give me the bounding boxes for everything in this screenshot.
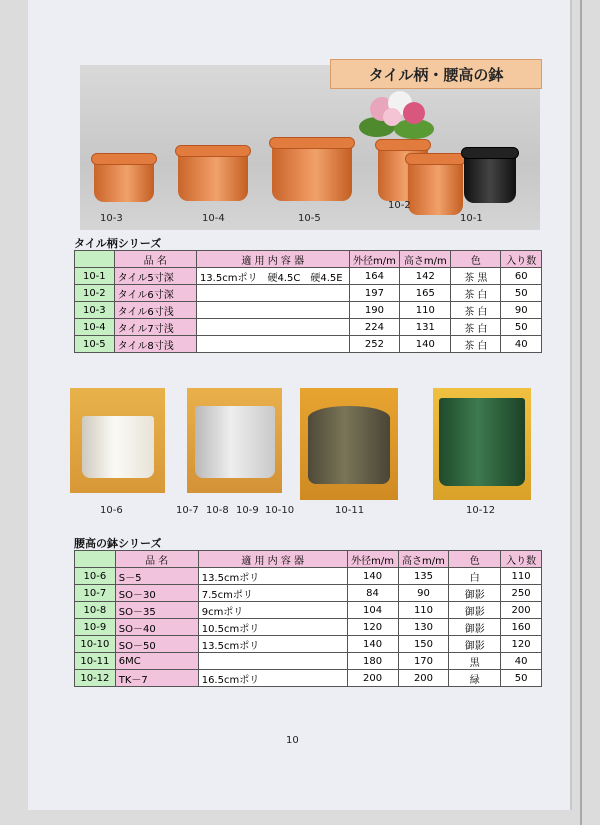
desc-cell [196,302,349,319]
desc-cell: 9cmポリ [198,602,347,619]
code-cell: 10-6 [75,568,116,585]
header-blank [75,551,116,568]
page-edge [580,0,582,825]
diameter-cell: 164 [349,268,400,285]
diameter-cell: 224 [349,319,400,336]
table-row [75,268,542,285]
qty-cell: 160 [501,619,542,636]
height-cell: 110 [398,602,449,619]
name-cell: タイル6寸浅 [114,302,196,319]
name-cell: タイル5寸深 [114,268,196,285]
photo-label: 10-2 [388,200,411,211]
name-cell: SO－40 [115,619,198,636]
qty-cell: 90 [501,302,542,319]
pot-10-3 [94,157,154,202]
name-cell: S－5 [115,568,198,585]
desc-cell: 13.5cmポリ [198,568,347,585]
code-cell: 10-7 [75,585,116,602]
color-cell: 黒 [449,653,501,670]
table-row [75,336,542,353]
height-cell: 135 [398,568,449,585]
code-cell: 10-8 [75,602,116,619]
white-pot [82,416,154,478]
table-row [75,619,542,636]
photo-label: 10-8 [206,505,229,516]
photo-label: 10-12 [466,505,496,516]
name-cell: SO－50 [115,636,198,653]
code-cell: 10-12 [75,670,116,687]
desc-cell: 7.5cmポリ [198,585,347,602]
code-cell: 10-3 [75,302,115,319]
height-cell: 131 [400,319,451,336]
qty-cell: 120 [501,636,542,653]
qty-cell: 250 [501,585,542,602]
name-cell: TK－7 [115,670,198,687]
pot-10-2b [408,157,463,215]
page-title: タイル柄・腰高の鉢 [330,59,542,89]
pot-10-7-photo [187,388,282,493]
name-cell: SO－30 [115,585,198,602]
table-row [75,585,542,602]
color-cell: 茶 白 [451,319,501,336]
code-cell: 10-1 [75,268,115,285]
height-cell: 130 [398,619,449,636]
desc-cell: 16.5cmポリ [198,670,347,687]
photo-label: 10-7 [176,505,199,516]
header-cell: 入り数 [501,251,542,268]
pot-10-5 [272,141,352,201]
color-cell: 茶 黒 [451,268,501,285]
qty-cell: 50 [501,670,542,687]
series2-heading: 腰高の鉢シリーズ [74,537,162,550]
name-cell: 6MC [115,653,198,670]
height-cell: 170 [398,653,449,670]
qty-cell: 110 [501,568,542,585]
color-cell: 茶 白 [451,336,501,353]
code-cell: 10-10 [75,636,116,653]
diameter-cell: 190 [349,302,400,319]
table-row [75,670,542,687]
code-cell: 10-2 [75,285,115,302]
green-pot [439,398,525,486]
color-cell: 茶 白 [451,285,501,302]
pot-10-12-photo [433,388,531,500]
photo-label: 10-10 [265,505,295,516]
photo-label: 10-3 [100,213,123,224]
diameter-cell: 180 [347,653,398,670]
photo-label: 10-9 [236,505,259,516]
desc-cell [196,336,349,353]
photo-label: 10-5 [298,213,321,224]
diameter-cell: 197 [349,285,400,302]
diameter-cell: 140 [347,636,398,653]
photo-label: 10-4 [202,213,225,224]
flower-icon [352,87,442,147]
pot-10-11-photo [300,388,398,500]
dark-pot [308,406,390,484]
table-row [75,319,542,336]
color-cell: 茶 白 [451,302,501,319]
color-cell: 緑 [449,670,501,687]
qty-cell: 40 [501,336,542,353]
height-cell: 150 [398,636,449,653]
color-cell: 御影 [449,602,501,619]
color-cell: 御影 [449,636,501,653]
name-cell: タイル6寸深 [114,285,196,302]
qty-cell: 200 [501,602,542,619]
code-cell: 10-9 [75,619,116,636]
diameter-cell: 104 [347,602,398,619]
table-row [75,653,542,670]
pot-10-6-photo [70,388,165,493]
height-cell: 142 [400,268,451,285]
desc-cell: 13.5cmポリ [198,636,347,653]
header-cell: 入り数 [501,551,542,568]
table-row [75,568,542,585]
height-cell: 90 [398,585,449,602]
height-cell: 110 [400,302,451,319]
table-row [75,636,542,653]
desc-cell [198,653,347,670]
granite-pot [195,406,275,478]
qty-cell: 40 [501,653,542,670]
page-number: 10 [286,735,299,746]
header-cell: 外径m/m [347,551,398,568]
qty-cell: 50 [501,319,542,336]
qty-cell: 60 [501,268,542,285]
diameter-cell: 200 [347,670,398,687]
table-row [75,302,542,319]
desc-cell [196,285,349,302]
name-cell: タイル7寸浅 [114,319,196,336]
header-blank [75,251,115,268]
table-row [75,602,542,619]
name-cell: タイル8寸浅 [114,336,196,353]
header-cell: 高さm/m [400,251,451,268]
pot-10-4 [178,149,248,201]
code-cell: 10-4 [75,319,115,336]
name-cell: SO－35 [115,602,198,619]
desc-cell: 10.5cmポリ [198,619,347,636]
header-cell: 高さm/m [398,551,449,568]
pot-10-1 [464,151,516,203]
diameter-cell: 252 [349,336,400,353]
height-cell: 200 [398,670,449,687]
color-cell: 白 [449,568,501,585]
table-row [75,285,542,302]
code-cell: 10-5 [75,336,115,353]
height-cell: 165 [400,285,451,302]
code-cell: 10-11 [75,653,116,670]
header-cell: 外径m/m [349,251,400,268]
photo-label: 10-1 [460,213,483,224]
header-cell: 色 [449,551,501,568]
qty-cell: 50 [501,285,542,302]
color-cell: 御影 [449,585,501,602]
diameter-cell: 84 [347,585,398,602]
photo-label: 10-6 [100,505,123,516]
series2-table [74,550,542,687]
desc-cell [196,319,349,336]
desc-cell: 13.5cmポリ 硬4.5C 硬4.5E [196,268,349,285]
header-cell: 適 用 内 容 器 [198,551,347,568]
series1-table [74,250,542,353]
diameter-cell: 120 [347,619,398,636]
header-cell: 品 名 [114,251,196,268]
photo-label: 10-11 [335,505,365,516]
header-cell: 色 [451,251,501,268]
color-cell: 御影 [449,619,501,636]
series1-heading: タイル柄シリーズ [74,237,162,250]
header-cell: 適 用 内 容 器 [196,251,349,268]
header-cell: 品 名 [115,551,198,568]
height-cell: 140 [400,336,451,353]
diameter-cell: 140 [347,568,398,585]
tile-pots-photo [80,65,540,230]
